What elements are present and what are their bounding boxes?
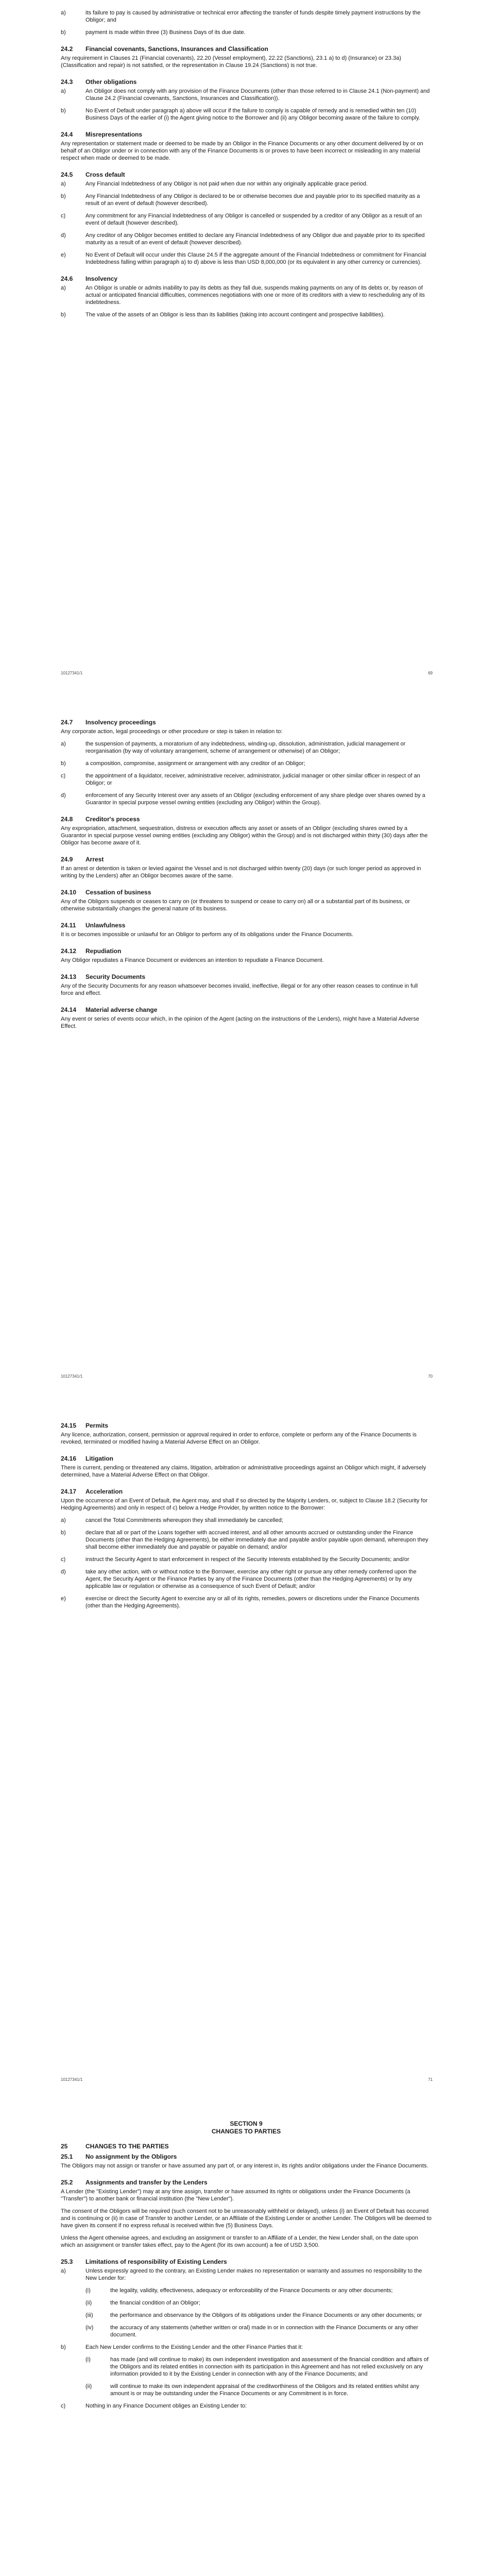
item-label: a) (61, 10, 66, 16)
section-heading: SECTION 9 CHANGES TO PARTIES (211, 2120, 281, 2135)
list-item: d) Any creditor of any Obligor becomes entitled to declare any Financial Indebtedness of any Obligor due and payable prior to its specified maturity as a result of an event of default (however described). (61, 232, 425, 246)
page-71 (0, 1406, 497, 2110)
page-70 (0, 703, 497, 1406)
list-item: e) exercise or direct the Security Agent to exercise any or all of its rights, remedies, powers or discretions under the Finance Documents (other than the Hedging Agreements). (61, 1596, 420, 1609)
clause-body: Any of the Security Documents for any reason whatsoever becomes invalid, ineffective, illegal or for any other reason ceases to continue in full force and effect. (61, 983, 418, 996)
clause-body: The consent of the Obligors will be required (such consent not to be unreasonably withheld or delayed), unless (i) an Event of Default has occurred and is continuing or (ii) in case of Transfer to another Lender, or an Affiliate of the Existing Lender or another Lender. The Obligors will be deemed to have given its consent if no express refusal is received within five (5) Business Days. (61, 2208, 432, 2229)
clause-heading: 24.6 Insolvency (61, 275, 118, 282)
list-item: b) a composition, compromise, assignment or arrangement with any creditor of an Obligor; (61, 760, 305, 767)
clause-heading: 24.4 Misrepresentations (61, 131, 143, 138)
page-content (61, 719, 432, 1035)
clause-heading: 25 CHANGES TO THE PARTIES (61, 2143, 169, 2150)
list-item: c) the appointment of a liquidator, receiver, administrative receiver, administrator, judicial manager or other similar officer in respect of an Obligor; or (61, 773, 420, 786)
list-item: b) Each New Lender confirms to the Existing Lender and the other Finance Parties that it: (61, 2344, 303, 2350)
clause-heading: 24.16 Litigation (61, 1455, 113, 1462)
clause-heading: 24.12 Repudiation (61, 947, 122, 955)
clause-body: Upon the occurrence of an Event of Default, the Agent may, and shall if so directed by the Majority Lenders, or, subject to Clause 18.2 (Security for Hedging Agreements) and only in respect of c) below a Hedge Provider, by written notice to the Borrower: (61, 1498, 428, 1511)
list-item: b) No Event of Default under paragraph a) above will occur if the failure to comply is capable of remedy and is remedied within ten (10) Business Days of the earlier of (i) the Agent giving notice to the Borrower and (ii) any Obligor becoming aware of the failure to comply. (61, 108, 420, 121)
list-item: b) declare that all or part of the Loans together with accrued interest, and all other amounts accrued or outstanding under the Finance Documents (other than the Hedging Agreements), be either immediately due and payable and/or payable upon demand, whereupon they shall become either immediately due and payable or payable on demand; and/or (61, 1530, 429, 1550)
document-reference: 10127341/1 (61, 2077, 83, 2082)
clause-body: A Lender (the "Existing Lender") may at any time assign, transfer or have assumed its rights or obligations under the Finance Documents (a "Transfer") to another bank or financial institution (the "New Lender"). (61, 2189, 410, 2202)
sub-list-item: (ii) will continue to make its own independent appraisal of the creditworthiness of the Obligors and its related entities whilst any amount is or may be outstanding under the Finance Documents or any Commitment is in force. (85, 2383, 419, 2397)
list-item (61, 29, 432, 36)
clause-heading: 24.10 Cessation of business (61, 889, 151, 896)
list-item: a) cancel the Total Commitments whereupon they shall immediately be cancelled; (61, 1517, 283, 1523)
page-content (61, 9, 432, 324)
clause-body: Any licence, authorization, consent, permission or approval required in order to enforce, complete or perform any of the Finance Documents is revoked, terminated or modified having a Material Adverse Effect on an Obligor. (61, 1432, 417, 1445)
list-item: d) take any other action, with or without notice to the Borrower, exercise any other right or pursue any other remedy conferred upon the Agent, the Security Agent or the Finance Parties by any of the Finance Documents (other than the Hedging Agreements) or by any applicable law or regulation or otherwise as a consequence of such Event of Default; and/or (61, 1569, 417, 1589)
list-item: b) The value of the assets of an Obligor is less than its liabilities (taking into account contingent and prospective liabilities). (61, 312, 385, 318)
list-item: c) instruct the Security Agent to start enforcement in respect of the Security Interests established by the Security Documents; and/or (61, 1556, 409, 1563)
page-72 (0, 2110, 497, 2576)
list-item: e) No Event of Default will occur under this Clause 24.5 if the aggregate amount of the Financial Indebtedness or commitment for Financial Indebtedness falling within paragraph a) to d) above is less than USD 8,000,000 (or its equivalent in any other currency or currencies). (61, 252, 426, 265)
list-item: a) Unless expressly agreed to the contrary, an Existing Lender makes no representation or warranty and assumes no responsibility to the New Lender for: (61, 2268, 422, 2281)
clause-body: Any event or series of events occur which, in the opinion of the Agent (acting on the instructions of the Lenders), might have a Material Adverse Effect. (61, 1016, 419, 1029)
clause-body: If an arrest or detention is taken or levied against the Vessel and is not discharged within twenty (20) days (or such longer period as approved in writing by the Lenders) after an Obligor becomes aware of the same. (61, 866, 421, 879)
clause-heading: 24.13 Security Documents (61, 973, 146, 980)
list-item: b) Any Financial Indebtedness of any Obligor is declared to be or otherwise becomes due and payable prior to its specified maturity as a result of an event of default (however described). (61, 193, 420, 207)
page-content (61, 1422, 432, 1615)
clause-heading: 25.3 Limitations of responsibility of Existing Lenders (61, 2258, 227, 2265)
list-item: a) Any Financial Indebtedness of any Obligor is not paid when due nor within any originally applicable grace period. (61, 181, 368, 187)
clause-heading: 24.14 Material adverse change (61, 1006, 158, 1013)
clause-body: The Obligors may not assign or transfer or have assumed any part of, or any interest in, its rights and/or obligations under the Finance Documents. (61, 2163, 429, 2169)
list-item: a) An Obligor does not comply with any provision of the Finance Documents (other than those referred to in Clause 24.1 (Non-payment) and Clause 24.2 (Financial covenants, Sanctions, Insurances and Classification)). (61, 88, 430, 101)
page-content (61, 2120, 432, 2415)
clause-body: Any Obligor repudiates a Finance Document or evidences an intention to repudiate a Finance Document. (61, 957, 324, 963)
list-item: c) Nothing in any Finance Document obliges an Existing Lender to: (61, 2403, 247, 2409)
clause-heading: 24.2 Financial covenants, Sanctions, Insurances and Classification (61, 45, 268, 53)
clause-body: It is or becomes impossible or unlawful for an Obligor to perform any of its obligations under the Finance Documents. (61, 931, 353, 938)
clause-heading: 25.2 Assignments and transfer by the Lenders (61, 2179, 208, 2186)
clause-body: Unless the Agent otherwise agrees, and excluding an assignment or transfer to an Affiliate of a Lender, the New Lender shall, on the date upon which an assignment or transfer takes effect, pay to the Agent (for its own account) a fee of USD 3,500. (61, 2235, 418, 2248)
sub-list-item: (iii) the performance and observance by the Obligors of its obligations under the Finance Documents or any other documents; or (85, 2312, 422, 2318)
clause-heading: 24.7 Insolvency proceedings (61, 719, 156, 726)
item-text: payment is made within three (3) Business Days of its due date. (85, 29, 246, 36)
page-69 (0, 0, 497, 703)
clause-heading: 24.3 Other obligations (61, 78, 137, 86)
list-item: a) the suspension of payments, a moratorium of any indebtedness, winding-up, dissolution, administration, judicial management or reorganisation (by way of voluntary arrangement, scheme of arrangement or otherwise) of an Obligor; (61, 741, 406, 754)
clause-body: Any of the Obligors suspends or ceases to carry on (or threatens to suspend or cease to carry on) all or a substantial part of its business, or otherwise substantially changes the general nature of its business. (61, 899, 410, 912)
page-number: 69 (428, 671, 433, 675)
clause-body: Any representation or statement made or deemed to be made by an Obligor in the Finance Documents or any other document delivered by or on behalf of an Obligor under or in connection with any of the Finance Documents is or proves to have been incorrect or misleading in any material respect when made or deemed to be made. (61, 141, 423, 161)
document-reference: 10127341/1 (61, 1374, 83, 1379)
page-number: 71 (428, 2077, 433, 2082)
clause-body: Any expropriation, attachment, sequestration, distress or execution affects any asset or assets of an Obligor (excluding shares owned by a Guarantor in special purpose vessel owning entities (excluding any Obligor) within the Group) and is not discharged within thirty (30) days after the Obligor has become aware of it. (61, 825, 428, 846)
clause-heading: 24.9 Arrest (61, 856, 104, 863)
list-item (61, 9, 432, 24)
clause-body: There is current, pending or threatened any claims, litigation, arbitration or administrative proceedings against an Obligor which might, if adversely determined, have a Material Adverse Effect on that Obligor. (61, 1465, 426, 1478)
clause-heading: 24.8 Creditor's process (61, 816, 140, 823)
sub-list-item: (i) has made (and will continue to make) its own independent investigation and assessment of the financial condition and affairs of the Obligors and its related entities in connection with its participation in this Agreement and has not relied exclusively on any information provided to it by the Existing Lender in connection with any of the Finance Documents; and (85, 2357, 429, 2377)
clause-heading: 24.11 Unlawfulness (61, 922, 126, 929)
sub-list-item: (iv) the accuracy of any statements (whether written or oral) made in or in connection with the Finance Documents or any other document. (85, 2325, 418, 2338)
document-reference: 10127341/1 (61, 671, 83, 675)
list-item: d) enforcement of any Security Interest over any assets of an Obligor (excluding enforcement of any share pledge over shares owned by a Guarantor in special purpose vessel owning entities (excluding any Obligor) within the Group). (61, 792, 425, 806)
clause-body: Any corporate action, legal proceedings or other procedure or step is taken in relation to: (61, 728, 283, 735)
page-number: 70 (428, 1374, 433, 1379)
item-label: b) (61, 29, 66, 36)
clause-heading: 24.5 Cross default (61, 171, 125, 178)
clause-body: Any requirement in Clauses 21 (Financial covenants), 22.20 (Vessel employment), 22.22 (Sanctions), 23.1 a) to d) (Insurance) or 23.3a) (Classification and repair) is not satisfied, or the representation in Clause 19.24 (Sanctions) is not true. (61, 55, 401, 69)
clause-heading: 25.1 No assignment by the Obligors (61, 2153, 177, 2160)
sub-list-item: (i) the legality, validity, effectiveness, adequacy or enforceability of the Finance Documents or any other documents; (85, 2287, 393, 2294)
sub-list-item: (ii) the financial condition of an Obligor; (85, 2300, 200, 2306)
item-text: its failure to pay is caused by administrative or technical error affecting the transfer of funds despite timely payment instructions by the Obligor; and (85, 10, 421, 23)
list-item: c) Any commitment for any Financial Indebtedness of any Obligor is cancelled or suspended by a creditor of any Obligor as a result of an event of default (however described). (61, 213, 422, 226)
clause-heading: 24.15 Permits (61, 1422, 109, 1429)
list-item: a) An Obligor is unable or admits inability to pay its debts as they fall due, suspends making payments on any of its debts or, by reason of actual or anticipated financial difficulties, commences negotiations with one or more of its creditors with a view to rescheduling any of its indebtedness. (61, 285, 425, 306)
clause-heading: 24.17 Acceleration (61, 1488, 123, 1495)
